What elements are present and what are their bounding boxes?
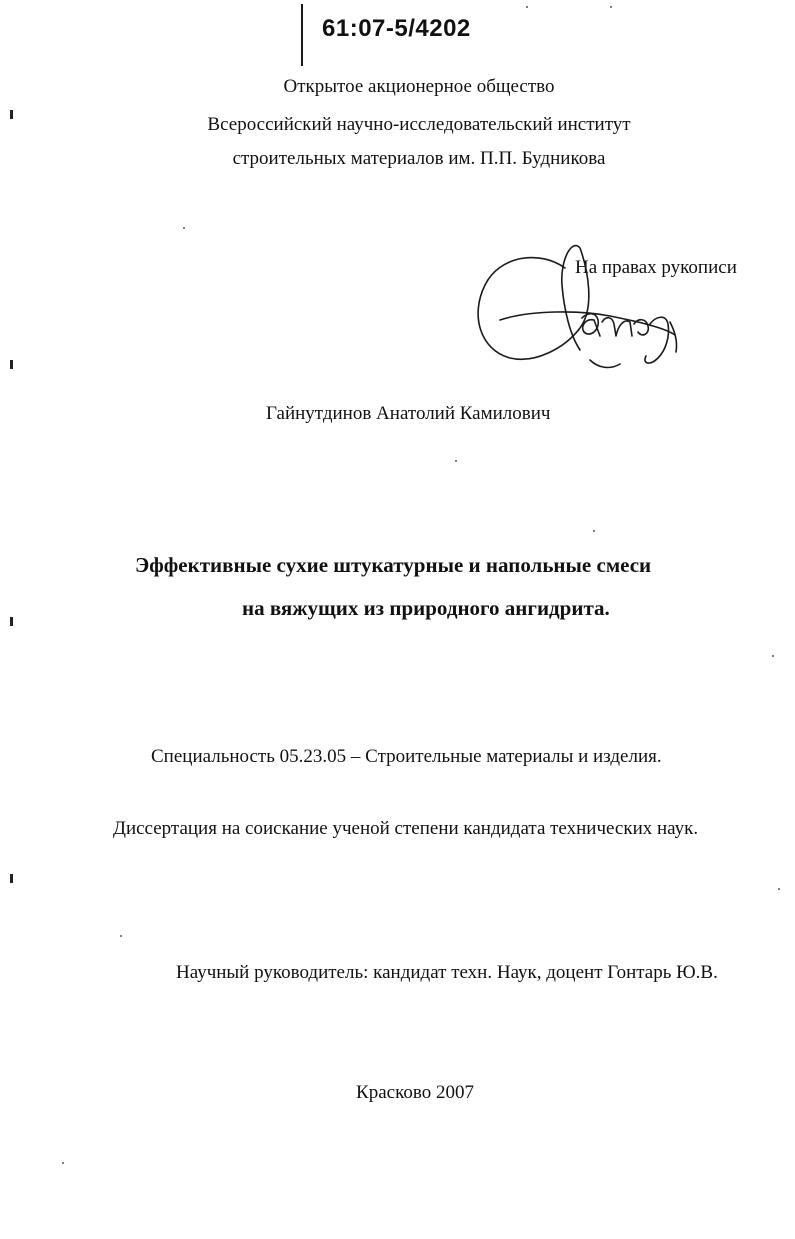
degree-line: Диссертация на соискание ученой степени кандидата технических наук. [113,818,699,839]
speck [526,6,528,8]
institution-line-2: Всероссийский научно-исследовательский институт [207,114,631,135]
dissertation-title-line-2: на вяжущих из природного ангидрита. [242,596,610,620]
binding-mark [10,874,13,883]
binding-mark [10,360,13,369]
manuscript-note: На правах рукописи [575,257,737,278]
speck [62,1162,64,1164]
binding-mark [10,617,13,626]
speck [120,935,122,937]
speck [455,460,457,462]
place-year: Красково 2007 [356,1082,474,1103]
archive-stamp-number: 61:07-5/4202 [322,15,471,42]
author-name: Гайнутдинов Анатолий Камилович [266,403,551,424]
institution-line-1: Открытое акционерное общество [283,76,555,97]
supervisor-line: Научный руководитель: кандидат техн. Наук, доцент Гонтарь Ю.В. [176,962,718,983]
speck [610,6,612,8]
handwritten-signature [470,240,685,380]
archive-stamp-rule [301,4,303,66]
institution-line-3: строительных материалов им. П.П. Будникова [232,148,606,169]
binding-mark [10,110,13,119]
speck [778,888,780,890]
specialty-line: Специальность 05.23.05 – Строительные материалы и изделия. [151,746,662,767]
speck [593,530,595,532]
dissertation-title-line-1: Эффективные сухие штукатурные и напольные смеси [135,553,652,577]
speck [183,227,185,229]
speck [772,655,774,657]
